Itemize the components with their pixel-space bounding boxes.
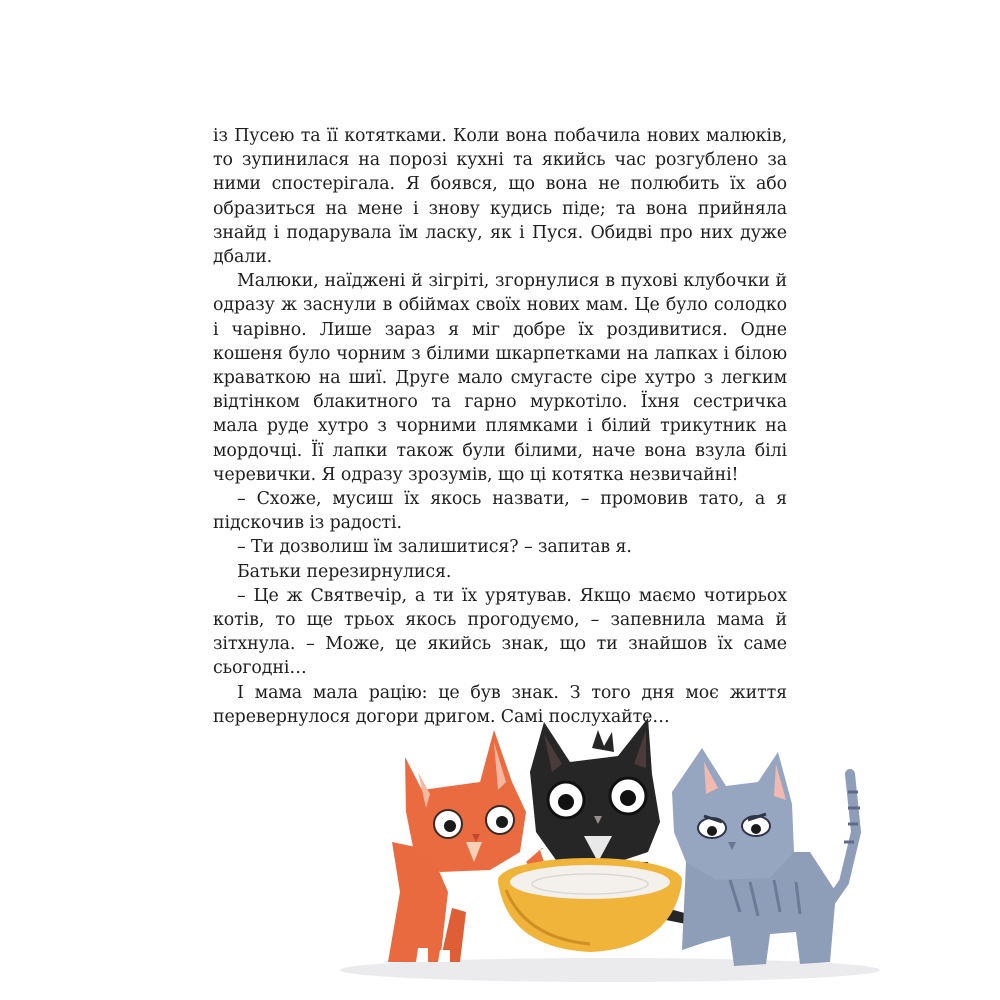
kittens-illustration xyxy=(330,712,890,982)
paragraph-4: – Ти дозволиш їм залишитися? – запитав я. xyxy=(237,537,632,558)
story-text xyxy=(213,124,787,729)
paragraph-2: Малюки, наїджені й зігріті, згорнулися в пухові клубочки й одразу ж заснули в обіймах своїх нових мам. Це було солодко і чарівно. Лише зараз я міг добре їх роздивитися. Одне кошеня було чорним з білими шкарпетками на лапках і білою краваткою на шиї. Друге мало смугасте сіре хутро з легким відтінком блакитного та гарно муркотіло. Їхня сестричка мала руде хутро з чорними плямками і білий трикутник на мордочці. Її лапки також були білими, наче вона взула білі черевички. Я одразу зрозумів, що ці котятка незвичайні! xyxy=(213,271,787,485)
milk-bowl xyxy=(498,858,682,952)
paragraph-5: Батьки перезирнулися. xyxy=(237,561,452,582)
paragraph-3: – Схоже, мусиш їх якось назвати, – промовив тато, а я підскочив із радості. xyxy=(213,489,787,534)
paragraph-1: із Пусею та її котятками. Коли вона побачила нових малюків, то зупинилася на порозі кухні та якийсь час розгублено за ними спостерігала. Я боявся, що вона не полюбить їх або образиться на мене і знову кудись піде; та вона прийняла знайд і подарувала їм ласку, як і Пуся. Обидві про них дуже дбали. xyxy=(213,126,787,268)
gray-kitten xyxy=(672,748,860,966)
paragraph-7: І мама мала рацію: це був знак. З того дня моє життя перевернулося догори дригом. Самі послухайте… xyxy=(213,682,787,727)
paragraph-6: – Це ж Святвечір, а ти їх урятував. Якщо маємо чотирьох котів, то ще трьох якось прогодуємо, – запевнила мама й зітхнула. – Може, це якийсь знак, що ти знайшов їх саме сьогодні… xyxy=(213,585,787,679)
